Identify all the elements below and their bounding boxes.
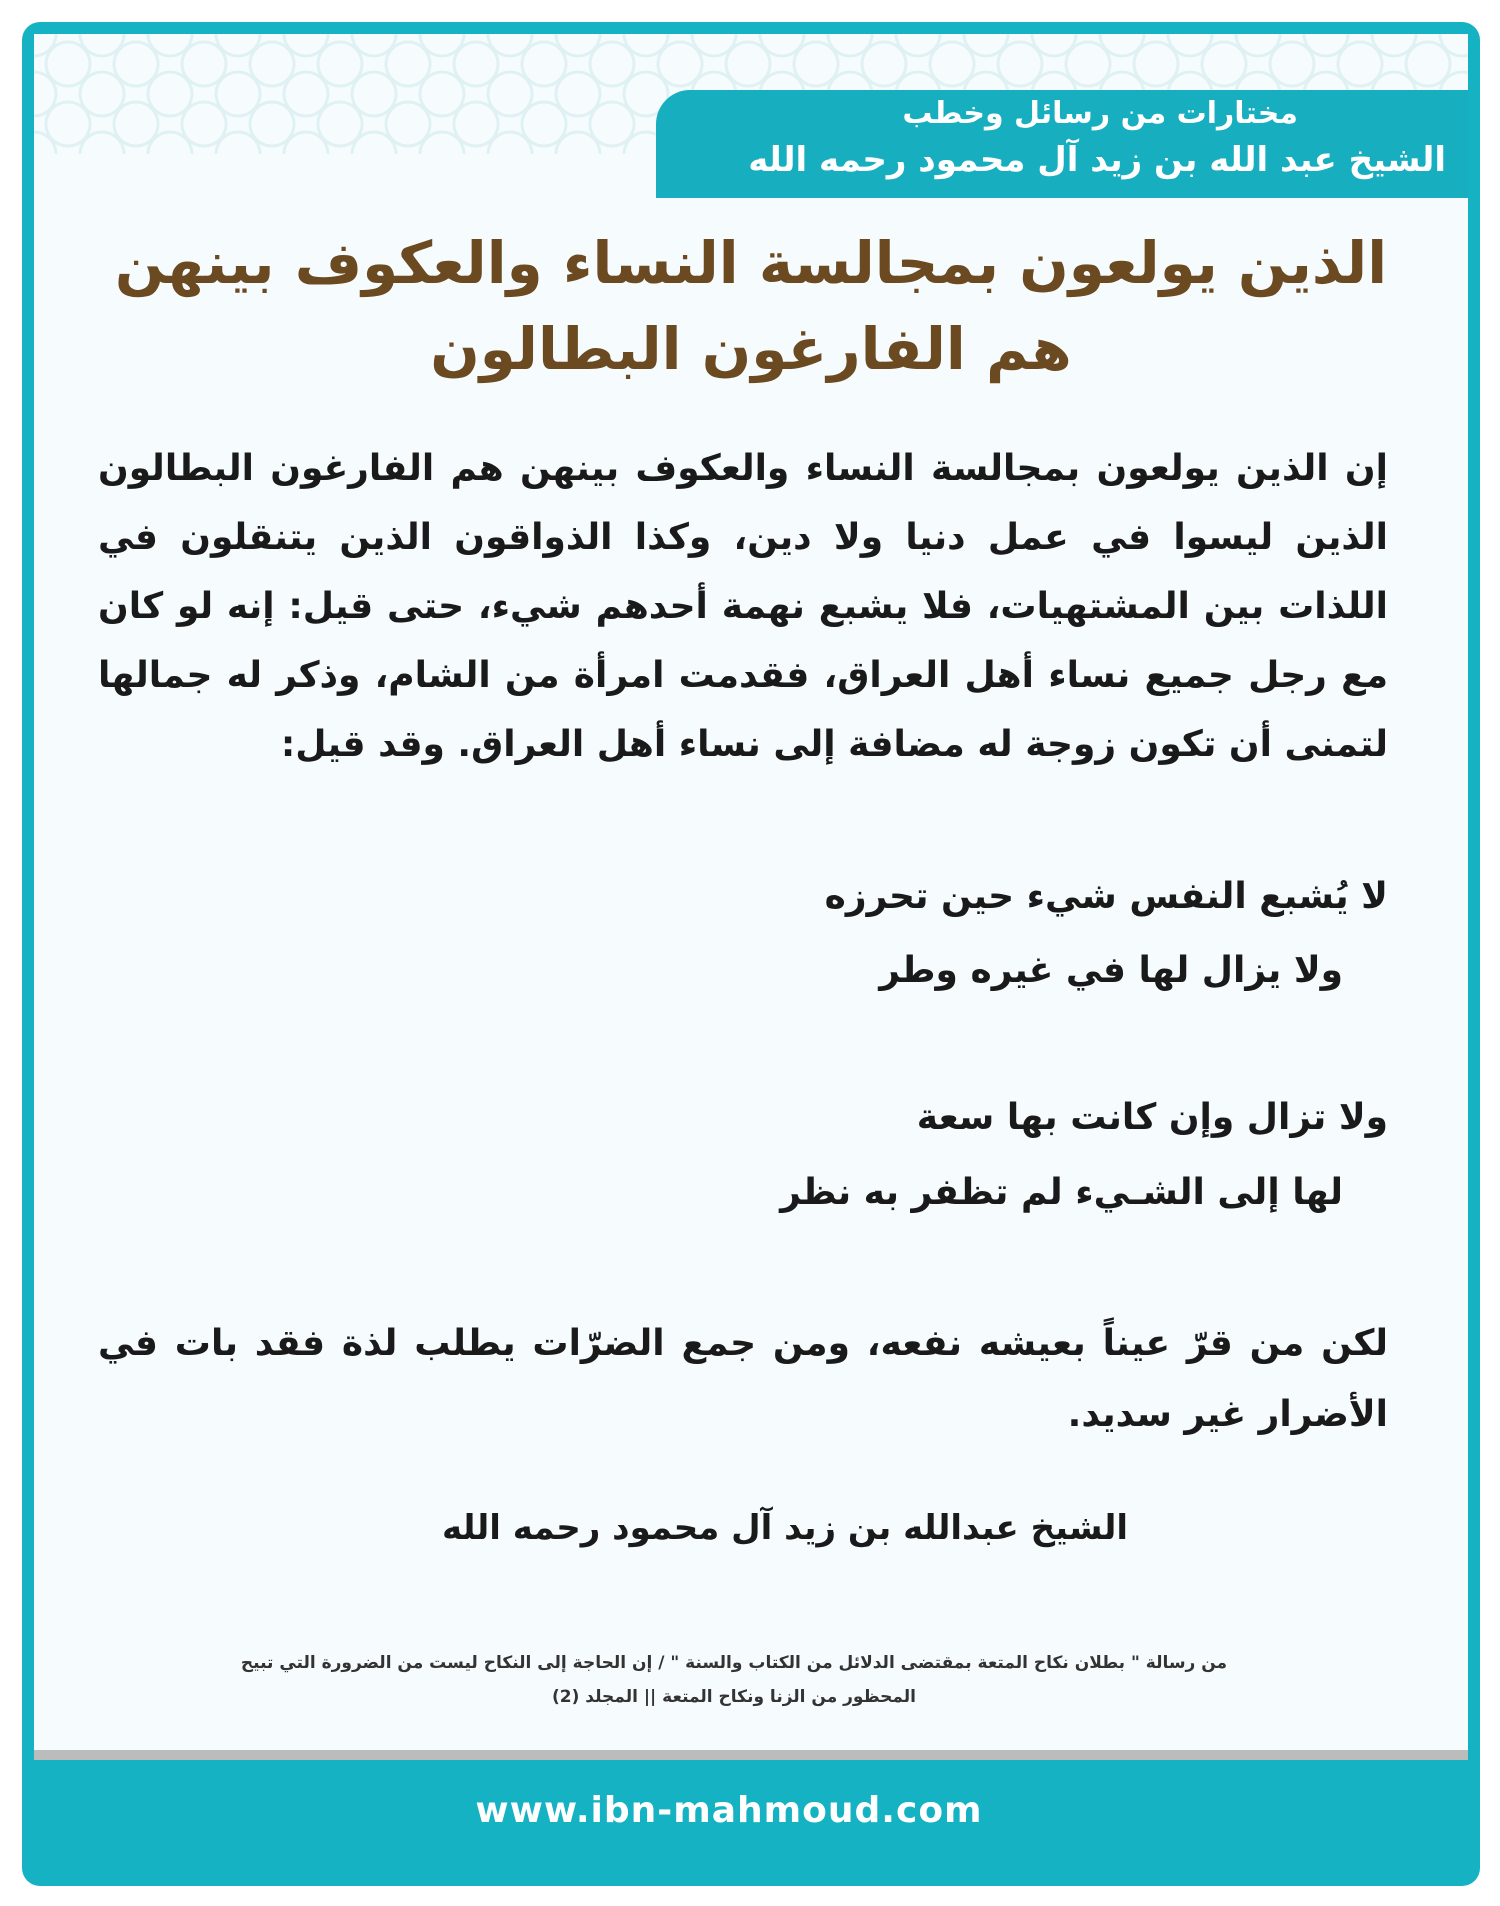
- website-link[interactable]: www.ibn-mahmoud.com: [475, 1790, 983, 1831]
- closing-paragraph: لكن من قرّ عيناً بعيشه نفعه، ومن جمع الضرّات يطلب لذة فقد بات في الأضرار غير سديد.: [98, 1323, 1388, 1435]
- author-signature: الشيخ عبدالله بن زيد آل محمود رحمه الله: [442, 1508, 1128, 1548]
- verse-1-first-hemistich: لا يُشبع النفس شيء حين تحرزه: [824, 876, 1388, 917]
- title-line-2: هم الفارغون البطالون: [430, 315, 1072, 383]
- verse-2-second-hemistich: لها إلى الشـيء لم تظفر به نظر: [780, 1172, 1343, 1213]
- source-line-1: من رسالة " بطلان نكاح المتعة بمقتضى الدلائل من الكتاب والسنة " / إن الحاجة إلى النكاح ليست من الضرورة التي تبيح: [240, 1653, 1228, 1673]
- source-line-2: المحظور من الزنا ونكاح المتعة || المجلد (2): [551, 1687, 917, 1707]
- header-series-title: مختارات من رسائل وخطب: [902, 96, 1298, 131]
- source-citation: [74, 1646, 1394, 1714]
- header-band: [656, 90, 1468, 198]
- body-paragraph: إن الذين يولعون بمجالسة النساء والعكوف بينهن هم الفارغون البطالون الذين ليسوا في عمل دنيا ولا دين، وكذا الذواقون الذين يتنقلون في اللذات بين المشتهيات، فلا يشبع نهمة أحدهم شيء، حتى قيل: إنه لو كان مع رجل جميع نساء أهل العراق، فقدمت امرأة من الشام، وذكر له جمالها لتمنى أن تكون زوجة له مضافة إلى نساء أهل العراق. وقد قيل:: [98, 448, 1388, 765]
- content-paper: [34, 34, 1468, 1754]
- verse-2-first-hemistich: ولا تزال وإن كانت بها سعة: [916, 1097, 1388, 1138]
- footer-divider: [34, 1750, 1468, 1760]
- title-line-1: الذين يولعون بمجالسة النساء والعكوف بينهن: [114, 229, 1388, 297]
- header-author-name: الشيخ عبد الله بن زيد آل محمود رحمه الله: [748, 140, 1446, 180]
- verse-1-second-hemistich: ولا يزال لها في غيره وطر: [879, 950, 1343, 991]
- page-title: [34, 220, 1468, 392]
